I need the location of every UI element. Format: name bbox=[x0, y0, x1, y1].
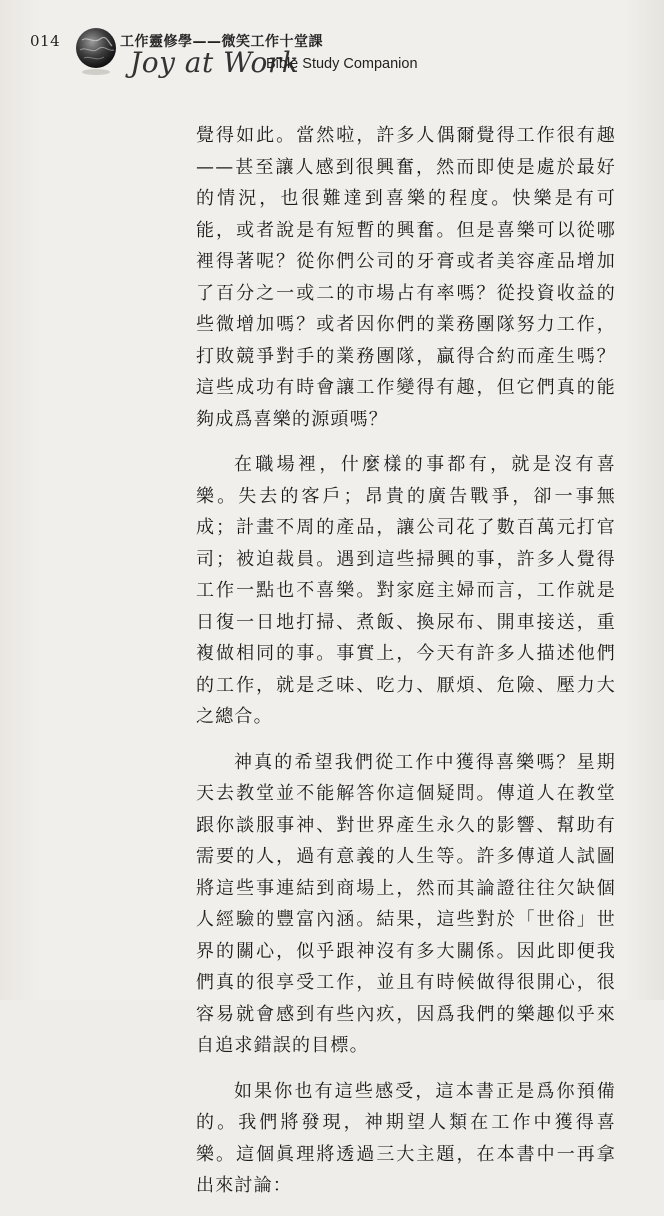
paragraph-4: 如果你也有這些感受，這本書正是爲你預備的。我們將發現，神期望人類在工作中獲得喜樂。這個眞理將透過三大主題，在本書中一再拿出來討論： bbox=[196, 1080, 616, 1196]
running-header bbox=[30, 18, 650, 88]
body-text bbox=[196, 120, 616, 1216]
paragraph-1: 覺得如此。當然啦，許多人偶爾覺得工作很有趣——甚至讓人感到很興奮，然而即使是處於最好的情況，也很難達到喜樂的程度。快樂是有可能，或者說是有短暫的興奮。但是喜樂可以從哪裡得著呢？從你們公司的牙膏或者美容產品增加了百分之一或二的市場占有率嗎？從投資收益的些微增加嗎？或者因你們的業務團隊努力工作，打敗競爭對手的業務團隊，贏得合約而產生嗎？這些成功有時會讓工作變得有趣，但它們真的能夠成爲喜樂的源頭嗎？ bbox=[196, 125, 616, 430]
paragraph-3: 神真的希望我們從工作中獲得喜樂嗎？星期天去教堂並不能解答你這個疑問。傳道人在教堂跟你談服事神、對世界產生永久的影響、幫助有需要的人，過有意義的人生等。許多傳道人試圖將這些事連結到商場上，然而其論證往往欠缺個人經驗的豐富內涵。結果，這些對於「世俗」世界的關心，似乎跟神沒有多大關係。因此即便我們真的很享受工作，並且有時候做得很開心，很容易就會感到有些內疚，因爲我們的樂趣似乎來自追求錯誤的目標。 bbox=[196, 751, 616, 1056]
book-title-script: Joy at Work bbox=[130, 46, 300, 79]
series-title: 工作靈修學——微笑工作十堂課 bbox=[120, 34, 323, 50]
book-subtitle: Bible Study Companion bbox=[266, 56, 418, 72]
paragraph-2: 在職場裡，什麼樣的事都有，就是沒有喜樂。失去的客戶；昂貴的廣告戰爭，卻一事無成；計畫不周的產品，讓公司花了數百萬元打官司；被迫裁員。遇到這些掃興的事，許多人覺得工作一點也不喜樂。對家庭主婦而言，工作就是日復一日地打掃、煮飯、換尿布、開車接送，重複做相同的事。事實上，今天有許多人描述他們的工作，就是乏味、吃力、厭煩、危險、壓力大之總合。 bbox=[196, 454, 616, 727]
globe-icon bbox=[68, 22, 124, 78]
page-number: 014 bbox=[30, 32, 61, 50]
